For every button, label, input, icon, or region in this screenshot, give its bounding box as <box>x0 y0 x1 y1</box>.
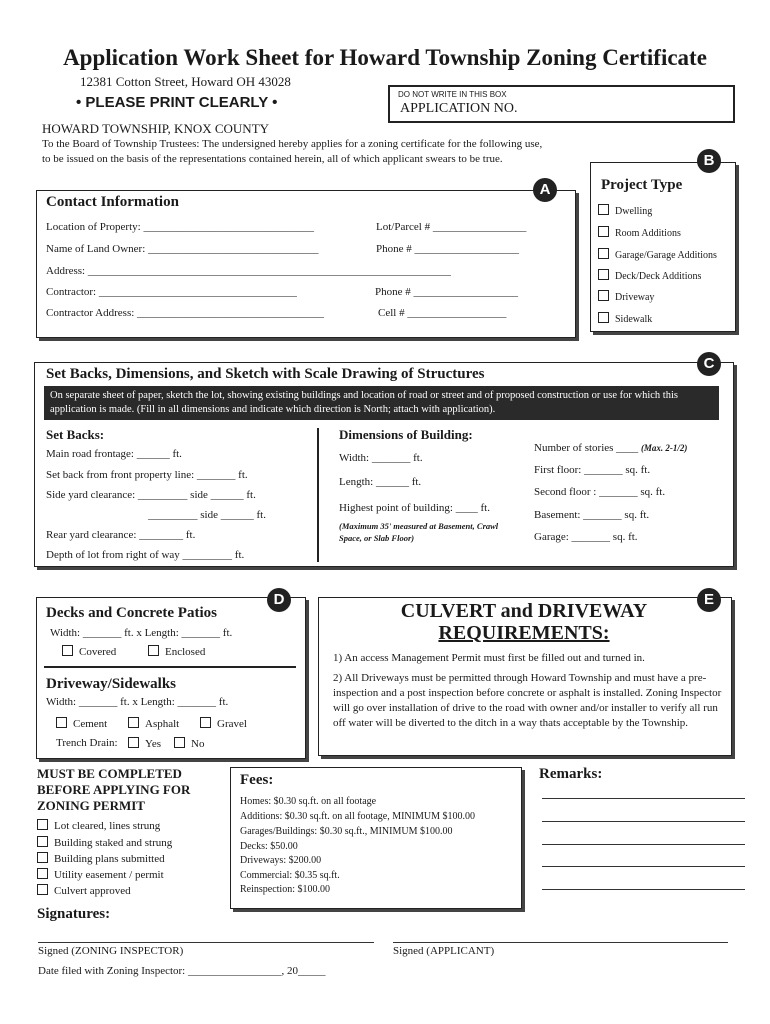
sketch-instructions: On separate sheet of paper, sketch the lot, showing existing buildings and location of road or street and of proposed construction or use for which this application is made. (Fill in all dimensions and indicate which direction is North; attach with application). <box>44 386 719 420</box>
dimensions-title: Dimensions of Building: <box>339 427 473 442</box>
checkbox-icon <box>128 737 139 748</box>
project-option[interactable]: Sidewalk <box>598 312 652 325</box>
checkbox-icon <box>37 819 48 830</box>
checkbox-icon <box>200 717 211 728</box>
project-type-title: Project Type <box>601 177 683 193</box>
checkbox-icon <box>37 836 48 847</box>
section-badge-a: A <box>533 178 557 202</box>
application-number-label: APPLICATION NO. <box>400 101 518 116</box>
width-field[interactable]: Width: _______ ft. <box>339 452 423 464</box>
applicant-signature-label: Signed (APPLICANT) <box>393 945 495 957</box>
project-option[interactable]: Room Additions <box>598 226 681 239</box>
application-number-box <box>388 85 735 123</box>
enclosed-option[interactable]: Enclosed <box>148 645 205 658</box>
first-floor-field[interactable]: First floor: _______ sq. ft. <box>534 464 651 476</box>
page-title: Application Work Sheet for Howard Township Zoning Certificate <box>63 45 707 70</box>
fee-line: Additions: $0.30 sq.ft. on all footage, MINIMUM $100.00 <box>240 811 475 822</box>
setbacks-section-title: Set Backs, Dimensions, and Sketch with Scale Drawing of Structures <box>46 366 485 382</box>
side-yard-field[interactable]: Side yard clearance: _________ side ______ ft. <box>46 489 256 501</box>
applicant-signature-line[interactable] <box>393 942 728 943</box>
remarks-line[interactable] <box>542 866 745 867</box>
contractor-address-field[interactable]: Contractor Address: __________________________________ <box>46 307 325 319</box>
address-field[interactable]: Address: __________________________________________________________________ <box>46 265 451 277</box>
contractor-phone-field[interactable]: Phone # ___________________ <box>375 286 518 298</box>
checkbox-icon <box>37 884 48 895</box>
checkbox-icon <box>148 645 159 656</box>
decks-title: Decks and Concrete Patios <box>46 605 217 621</box>
front-setback-field[interactable]: Set back from front property line: _______ ft. <box>46 469 248 481</box>
remarks-line[interactable] <box>542 821 745 822</box>
fee-line: Decks: $50.00 <box>240 841 298 852</box>
contact-title: Contact Information <box>46 194 179 210</box>
remarks-line[interactable] <box>542 798 745 799</box>
remarks-line[interactable] <box>542 889 745 890</box>
rear-yard-field[interactable]: Rear yard clearance: ________ ft. <box>46 529 196 541</box>
fee-line: Garages/Buildings: $0.30 sq.ft., MINIMUM $100.00 <box>240 826 453 837</box>
driveway-title: Driveway/Sidewalks <box>46 676 177 692</box>
checkbox-icon <box>62 645 73 656</box>
culvert-title-2: REQUIREMENTS: <box>438 622 610 644</box>
remarks-title: Remarks: <box>539 766 603 782</box>
date-filed-field[interactable]: Date filed with Zoning Inspector: _________________, 20_____ <box>38 965 326 977</box>
checkbox-icon <box>598 290 609 301</box>
stories-max-note: (Max. 2-1/2) <box>640 443 688 453</box>
inspector-signature-line[interactable] <box>38 942 374 943</box>
township-address: 12381 Cotton Street, Howard OH 43028 <box>80 74 291 89</box>
location-field[interactable]: Location of Property: _______________________________ <box>46 221 314 233</box>
must-complete-title: MUST BE COMPLETED BEFORE APPLYING FOR ZONING PERMIT <box>37 766 191 813</box>
checkbox-icon <box>128 717 139 728</box>
driveway-dimensions-field[interactable]: Width: _______ ft. x Length: _______ ft. <box>46 696 229 708</box>
lot-depth-field[interactable]: Depth of lot from right of way _________ ft. <box>46 549 245 561</box>
max-height-note: (Maximum 35' measured at Basement, Crawl Space, or Slab Floor) <box>339 521 499 543</box>
main-road-field[interactable]: Main road frontage: ______ ft. <box>46 448 182 460</box>
owner-field[interactable]: Name of Land Owner: _______________________________ <box>46 243 319 255</box>
section-divider <box>44 666 296 668</box>
project-option[interactable]: Dwelling <box>598 204 652 217</box>
covered-option[interactable]: Covered <box>62 645 116 658</box>
section-badge-e: E <box>697 588 721 612</box>
highest-point-field[interactable]: Highest point of building: ____ ft. <box>339 502 490 514</box>
fee-line: Reinspection: $100.00 <box>240 884 330 895</box>
trench-drain-label: Trench Drain: <box>56 737 118 749</box>
section-badge-c: C <box>697 352 721 376</box>
stories-field[interactable]: Number of stories ____ (Max. 2-1/2) <box>534 442 688 454</box>
basement-field[interactable]: Basement: _______ sq. ft. <box>534 509 650 521</box>
checklist-item[interactable]: Building plans submitted <box>37 852 165 865</box>
checklist-item[interactable]: Culvert approved <box>37 884 131 897</box>
checkbox-icon <box>598 226 609 237</box>
section-badge-b: B <box>697 149 721 173</box>
checkbox-icon <box>598 204 609 215</box>
lot-parcel-field[interactable]: Lot/Parcel # _________________ <box>376 221 527 233</box>
checkbox-icon <box>37 852 48 863</box>
project-option[interactable]: Deck/Deck Additions <box>598 269 701 282</box>
fee-line: Homes: $0.30 sq.ft. on all footage <box>240 796 377 807</box>
checklist-item[interactable]: Building staked and strung <box>37 836 172 849</box>
garage-field[interactable]: Garage: _______ sq. ft. <box>534 531 638 543</box>
inspector-signature-label: Signed (ZONING INSPECTOR) <box>38 945 184 957</box>
checklist-item[interactable]: Utility easement / permit <box>37 868 164 881</box>
signatures-title: Signatures: <box>37 906 111 922</box>
gravel-option[interactable]: Gravel <box>200 717 247 730</box>
county-label: HOWARD TOWNSHIP, KNOX COUNTY <box>42 121 270 136</box>
checklist-item[interactable]: Lot cleared, lines strung <box>37 819 160 832</box>
asphalt-option[interactable]: Asphalt <box>128 717 179 730</box>
column-divider <box>317 428 319 562</box>
checkbox-icon <box>598 312 609 323</box>
requirement-2: 2) All Driveways must be permitted through Howard Township and must have a pre-inspection and a post inspection before concrete or asphalt is installed. Zoning Inspector will go over installation of drive to the road with owner and/or installer to verify all run off water will be diverted to the ditch in a way thats acceptable by the Township. <box>333 672 722 729</box>
do-not-write-label: DO NOT WRITE IN THIS BOX <box>398 90 507 99</box>
second-floor-field[interactable]: Second floor : _______ sq. ft. <box>534 486 666 498</box>
project-option[interactable]: Driveway <box>598 290 654 303</box>
section-badge-d: D <box>267 588 291 612</box>
remarks-line[interactable] <box>542 844 745 845</box>
owner-phone-field[interactable]: Phone # ___________________ <box>376 243 519 255</box>
checkbox-icon <box>598 269 609 280</box>
intro-text: To the Board of Township Trustees: The undersigned hereby applies for a zoning certificate for the following use, to be issued on the basis of the representations contained herein, all of which applicant swears to be true. <box>42 138 543 165</box>
print-notice: • PLEASE PRINT CLEARLY • <box>76 94 278 111</box>
trench-yes-option[interactable]: Yes <box>128 737 161 750</box>
culvert-title: CULVERT and DRIVEWAY <box>400 600 648 622</box>
fee-line: Commercial: $0.35 sq.ft. <box>240 870 340 881</box>
side-yard-field-2[interactable]: _________ side ______ ft. <box>148 509 266 521</box>
project-option[interactable]: Garage/Garage Additions <box>598 248 717 261</box>
checkbox-icon <box>56 717 67 728</box>
trench-no-option[interactable]: No <box>174 737 204 750</box>
cell-field[interactable]: Cell # __________________ <box>378 307 507 319</box>
length-field[interactable]: Length: ______ ft. <box>339 476 422 488</box>
setbacks-title: Set Backs: <box>46 427 105 442</box>
fees-title: Fees: <box>240 772 274 788</box>
checkbox-icon <box>598 248 609 259</box>
requirement-1: 1) An access Management Permit must first be filled out and turned in. <box>333 652 645 664</box>
cement-option[interactable]: Cement <box>56 717 107 730</box>
deck-dimensions-field[interactable]: Width: _______ ft. x Length: _______ ft. <box>50 627 233 639</box>
checkbox-icon <box>37 868 48 879</box>
fee-line: Driveways: $200.00 <box>240 855 322 866</box>
contractor-field[interactable]: Contractor: ____________________________________ <box>46 286 297 298</box>
checkbox-icon <box>174 737 185 748</box>
